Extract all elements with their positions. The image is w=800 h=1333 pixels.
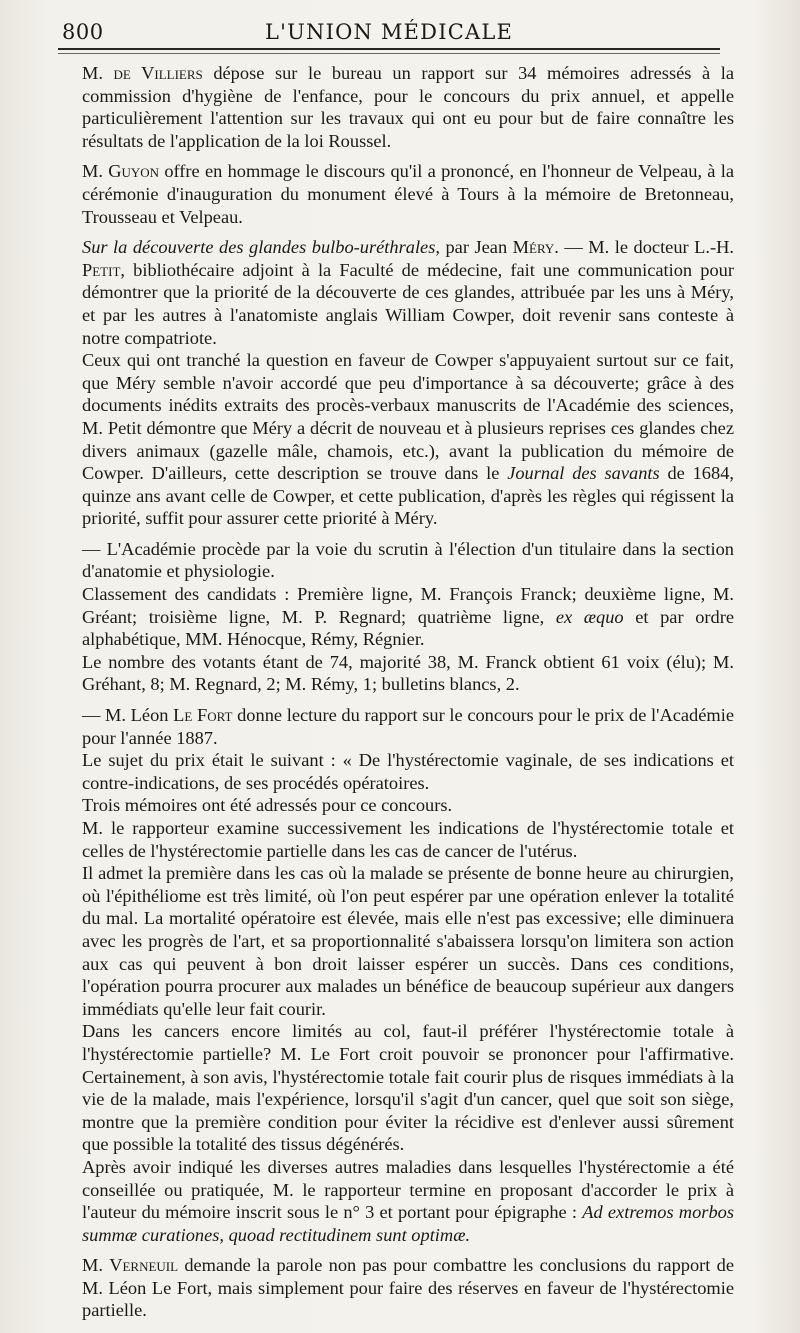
italic-text: Sur la découverte des glandes bulbo-uréthrales, [82, 237, 440, 258]
paragraph [82, 160, 734, 228]
paragraph [82, 583, 734, 651]
text-run: Dans les cancers encore limités au col, faut-il préférer l'hystérectomie totale à l'hystérectomie partielle? M. Le Fort croit pouvoir se prononcer pour l'affirmative. Certainement, à son avis, l'hystérectomie totale fait courir plus de risques immédiats à la vie de la malade, mais l'expérience, lorsqu'il s'agit d'un cancer, quel que soit son siège, montre que la première condition pour éviter la récidive est d'enlever aussi sûrement que possible la totalité des tissus dégénérés. [82, 1021, 734, 1155]
paragraph [82, 538, 734, 583]
text-run: et par ordre alphabétique, MM. Hénocque, Rémy, Régnier. [82, 606, 734, 650]
paragraph [82, 749, 734, 794]
text-run: donne lecture du rapport sur le concours pour le prix de l'Académie pour l'année 1887. [82, 705, 734, 748]
paragraph [82, 651, 734, 696]
paragraph [82, 1020, 734, 1156]
text-run: Le nombre des votants étant de 74, majorité 38, M. Franck obtient 61 voix (élu); M. Gréhant, 8; M. Regnard, 2; M. Rémy, 1; bulletins blancs, 2. [82, 651, 734, 695]
italic-text: ex æquo [555, 606, 624, 627]
text-run: par Jean [439, 237, 513, 258]
italic-text: Journal des savants [507, 463, 660, 484]
text-run: . — M. le docteur L.-H. [554, 237, 735, 258]
page-number: 800 [62, 20, 104, 44]
name-smallcaps: de Villiers [113, 63, 203, 83]
text-run: Classement des candidats : Première ligne, M. François Franck; deuxième ligne, M. Gréant; troisième ligne, M. P. Regnard; quatrième ligne, [82, 584, 734, 627]
name-smallcaps: Petit [82, 259, 121, 280]
name-smallcaps: Méry [512, 237, 555, 258]
paragraph [82, 704, 734, 749]
paragraph [82, 236, 734, 349]
text-run: offre en hommage le discours qu'il a prononcé, en l'honneur de Velpeau, à la cérémonie d'inauguration du monument élevé à Tours à la mémoire de Bretonneau, Trousseau et Velpeau. [82, 161, 734, 227]
text-run: dépose sur le bureau un rapport sur 34 mémoires adressés à la commission d'hygiène de l'enfance, pour le concours du prix annuel, et appelle particulièrement l'attention sur les travaux qui ont eu pour but de faire connaître les résultats de l'application de la loi Roussel. [82, 63, 734, 151]
text-run: M. [82, 1255, 110, 1276]
text-run: Le sujet du prix était le suivant : « De l'hystérectomie vaginale, de ses indications et contre-indications, de ses procédés opératoires. [82, 750, 734, 793]
text-run: Trois mémoires ont été adressés pour ce concours. [82, 795, 453, 816]
text-run: M. [82, 63, 114, 83]
text-run: M. [82, 161, 109, 182]
text-run: Il admet la première dans les cas où la malade se présente de bonne heure au chirurgien, où l'épithéliome est très limité, où l'on peut espérer par une opération enlever la totalité du mal. La mortalité opératoire est élevée, mais elle n'est pas excessive; elle diminuera avec les progrès de l'art, et sa proportionnalité s'abaissera lorsqu'on limitera son action aux cas qui peuvent à bon droit laisser espérer un succès. Dans ces conditions, l'opération pourra procurer aux malades un bénéfice de beaucoup supérieur aux dangers immédiats qu'elle leur fait courir. [82, 863, 734, 1019]
text-run: M. le rapporteur examine successivement les indications de l'hystérectomie totale et celles de l'hystérectomie partielle dans les cas de cancer de l'utérus. [82, 818, 734, 861]
italic-text: Ad extremos morbos summæ curationes, quoad rectitudinem sunt optimæ. [82, 1202, 734, 1245]
text-run: de 1684, quinze ans avant celle de Cowper, et cette publication, d'après les règles qui régissent la priorité, suffit pour assurer cette priorité à Méry. [82, 463, 734, 529]
text-run: — L'Académie procède par la voie du scrutin à l'élection d'un titulaire dans la section d'anatomie et physiologie. [82, 538, 734, 582]
name-smallcaps: Guyon [108, 161, 160, 182]
text-run: , bibliothécaire adjoint à la Faculté de médecine, fait une communication pour démontrer que la priorité de la découverte de ces glandes, attribuée par les uns à Méry, et par les autres à l'anatomiste anglais William Cowper, doit revenir sans conteste à notre compatriote. [82, 259, 734, 348]
paragraph [82, 62, 734, 152]
running-title: L'UNION MÉDICALE [264, 20, 514, 44]
name-smallcaps: Verneuil [109, 1255, 179, 1276]
header-rule [58, 53, 720, 54]
paragraph [82, 1156, 734, 1246]
text-run: demande la parole non pas pour combattre les conclusions du rapport de M. Léon Le Fort, mais simplement pour faire des réserves en faveur de l'hystérectomie partielle. [82, 1255, 734, 1321]
paragraph [82, 349, 734, 530]
text-run: Ceux qui ont tranché la question en faveur de Cowper s'appuyaient surtout sur ce fait, que Méry semble n'avoir accordé que peu d'importance à sa découverte; grâce à des documents inédits extraits des procès-verbaux manuscrits de l'Académie des sciences, M. Petit démontre que Méry a décrit de nouveau et à plusieurs reprises ces glandes chez divers animaux (gazelle mâle, chamois, etc.), avant la publication du mémoire de Cowper. D'ailleurs, cette description se trouve dans le [82, 350, 734, 484]
text-run: Après avoir indiqué les diverses autres maladies dans lesquelles l'hystérectomie a été conseillée ou pratiquée, M. le rapporteur termine en proposant d'accorder le prix à l'auteur du mémoire inscrit sous le n° 3 et portant pour épigraphe : [82, 1156, 734, 1223]
paragraph [82, 862, 734, 1020]
name-smallcaps: Le Fort [173, 705, 233, 726]
page-header [58, 14, 720, 50]
text-run: — M. Léon [82, 705, 174, 726]
paragraph [82, 794, 734, 817]
paragraph [82, 1254, 734, 1322]
paragraph [82, 817, 734, 862]
article-body [82, 62, 734, 1322]
